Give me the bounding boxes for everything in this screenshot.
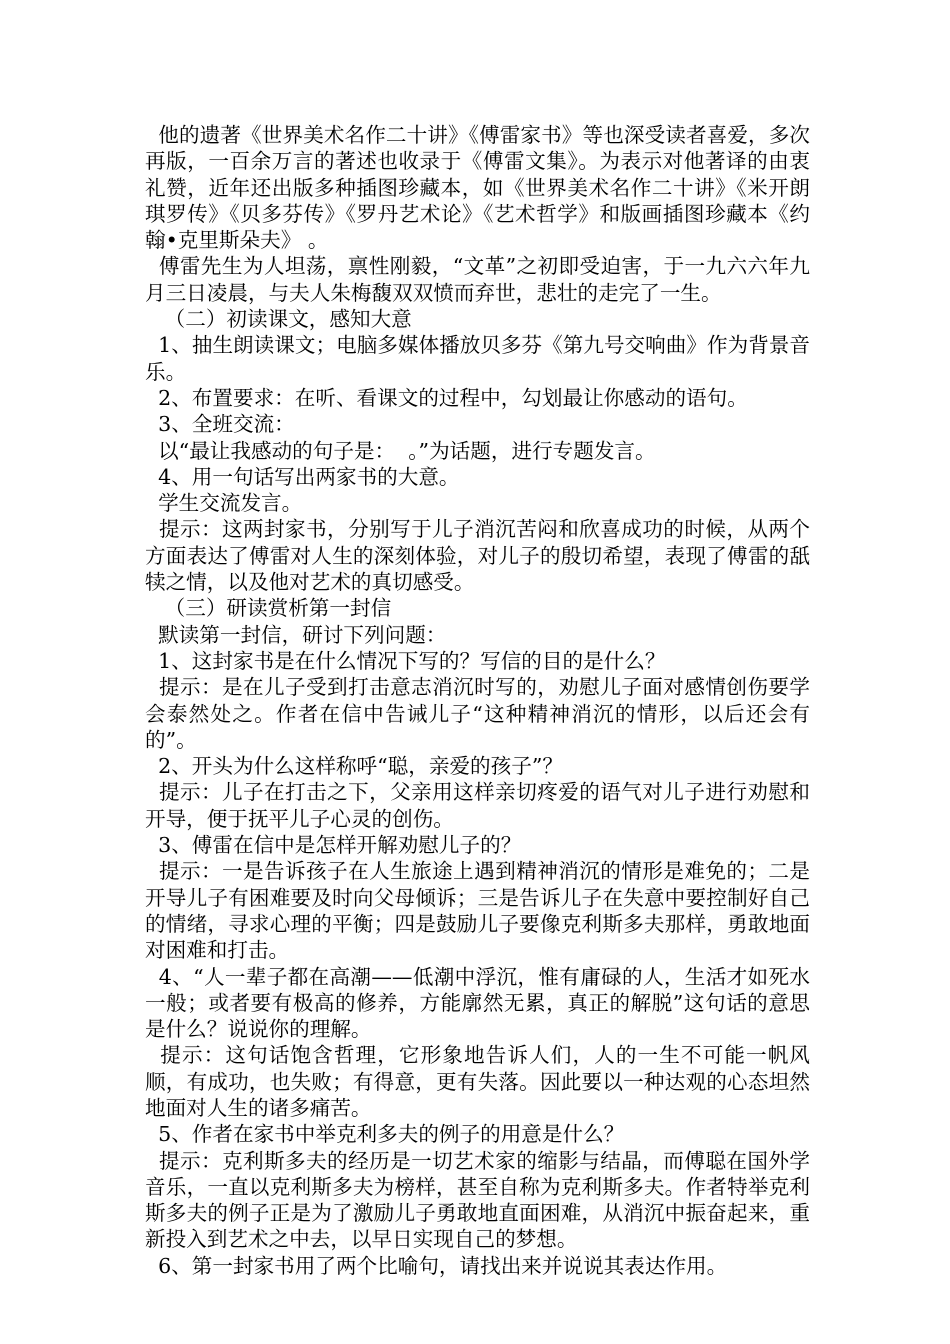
- step-topic-speech: 以“最让我感动的句子是： 。”为话题，进行专题发言。: [145, 438, 656, 463]
- question-3: 3、傅雷在信中是怎样开解劝慰儿子的？: [145, 833, 522, 858]
- hint-2: 提示：儿子在打击之下，父亲用这样亲切疼爱的语气对儿子进行劝慰和开导，便于抚平儿子心灵的创伤。: [145, 780, 810, 831]
- question-5: 5、作者在家书中举克利多夫的例子的用意是什么？: [145, 1122, 625, 1147]
- question-2: 2、开头为什么这样称呼“聪，亲爱的孩子”？: [145, 754, 563, 779]
- section-heading-first-letter: （三）研读赏析第一封信: [145, 596, 392, 621]
- hint-3: 提示：一是告诉孩子在人生旅途上遇到精神消沉的情形是难免的；二是开导儿子有困难要及时向父母倾诉；三是告诉儿子在失意中要控制好自己的情绪，寻求心理的平衡；四是鼓励儿子要像克利斯多夫那样，勇敢地面对困难和打击。: [145, 859, 810, 963]
- hint-1: 提示：是在儿子受到打击意志消沉时写的，劝慰儿子面对感情创伤要学会泰然处之。作者在信中告诫儿子“这种精神消沉的情形，以后还会有的”。: [145, 675, 810, 752]
- paragraph-biography: 傅雷先生为人坦荡，禀性刚毅，“文革”之初即受迫害，于一九六六年九月三日凌晨，与夫人朱梅馥双双愤而弃世，悲壮的走完了一生。: [145, 254, 810, 305]
- document-body: [145, 122, 810, 1279]
- instruction-silent-reading: 默读第一封信，研讨下列问题：: [145, 622, 447, 647]
- question-1: 1、这封家书是在什么情况下写的？写信的目的是什么？: [145, 648, 666, 673]
- step-summary: 4、用一句话写出两家书的大意。: [145, 464, 460, 489]
- question-4: 4、“人一辈子都在高潮——低潮中浮沉，惟有庸碌的人，生活才如死水一般；或者要有极高的修养，方能廓然无累，真正的解脱”这句话的意思是什么？说说你的理解。: [145, 964, 810, 1042]
- hint-4: 提示：这句话饱含哲理，它形象地告诉人们，人的一生不可能一帆风顺，有成功，也失败；有得意，更有失落。因此要以一种达观的心态坦然地面对人生的诸多痛苦。: [145, 1043, 811, 1120]
- section-heading-first-reading: （二）初读课文，感知大意: [145, 307, 412, 332]
- step-student-speech: 学生交流发言。: [145, 491, 303, 516]
- step-class-exchange: 3、全班交流：: [145, 412, 295, 437]
- hint-summary: 提示：这两封家书，分别写于儿子消沉苦闷和欣喜成功的时候，从两个方面表达了傅雷对人生的深刻体验，对儿子的殷切希望，表现了傅雷的舐犊之情，以及他对艺术的真切感受。: [145, 517, 810, 595]
- hint-5: 提示：克利斯多夫的经历是一切艺术家的缩影与结晶，而傅聪在国外学音乐，一直以克利斯多夫为榜样，甚至自称为克利斯多夫。作者特举克利斯多夫的例子正是为了激励儿子勇敢地直面困难，从消沉中振奋起来，重新投入到艺术之中去，以早日实现自己的梦想。: [145, 1148, 810, 1252]
- paragraph-legacy-works: 他的遗著《世界美术名作二十讲》《傅雷家书》等也深受读者喜爱，多次再版，一百余万言的著述也收录于《傅雷文集》。为表示对他著译的由衷礼赞，近年还出版多种插图珍藏本，如《世界美术名作二十讲》《米开朗琪罗传》《贝多芬传》《罗丹艺术论》《艺术哲学》和版画插图珍藏本《约翰•克里斯朵夫》 。: [145, 123, 811, 253]
- step-read-aloud: 1、抽生朗读课文；电脑多媒体播放贝多芬《第九号交响曲》作为背景音乐。: [145, 333, 810, 384]
- step-requirements: 2、布置要求：在听、看课文的过程中，勾划最让你感动的语句。: [145, 385, 748, 410]
- question-6: 6、第一封家书用了两个比喻句，请找出来并说说其表达作用。: [145, 1253, 728, 1278]
